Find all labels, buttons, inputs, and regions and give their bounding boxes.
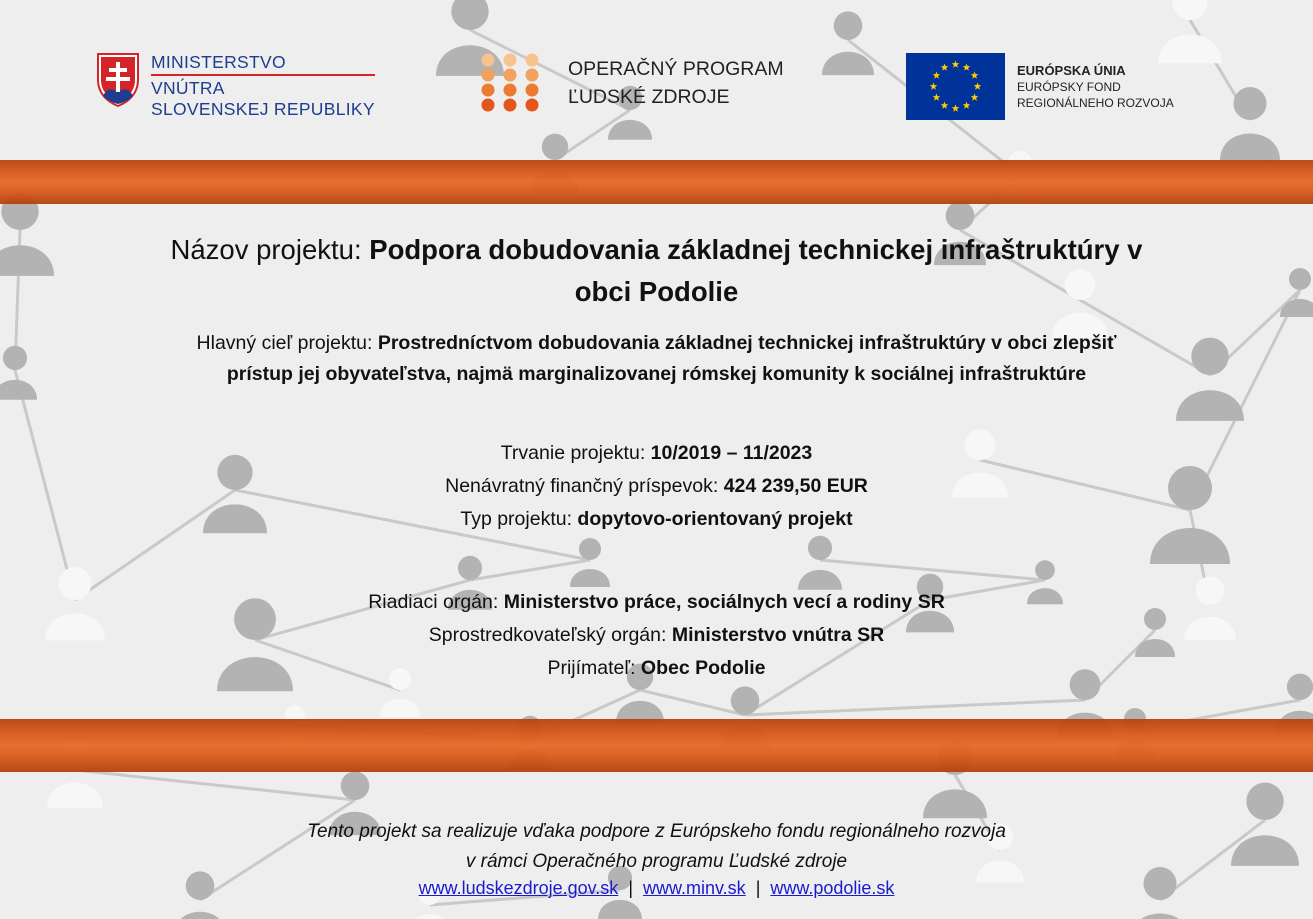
program-dot [526,54,539,67]
program-dot [504,69,517,82]
grant-label: Nenávratný finančný príspevok: [445,475,719,497]
duration-label: Trvanie projektu: [500,442,646,464]
program-dot [504,84,517,97]
duration-row [0,437,1313,470]
ministry-name-line2: VNÚTRA [151,78,225,98]
ministry-logo [96,52,375,120]
managing-value: Ministerstvo práce, sociálnych vecí a rodiny SR [503,591,945,613]
eu-logo [906,53,1174,120]
program-dot [526,84,539,97]
intermediate-row [0,619,1313,652]
recipient-value: Obec Podolie [640,657,766,679]
person-icon [822,11,874,75]
footer-line2: v rámci Operačného programu Ľudské zdroje [465,851,848,872]
project-name-line2: obci Podolie [574,276,739,307]
program-dot [526,69,539,82]
footer-note [0,817,1313,877]
person-icon [1220,87,1280,161]
program-logo [480,53,784,113]
program-dot [482,84,495,97]
network-line [470,560,590,580]
type-row [0,503,1313,536]
network-line [745,700,1085,715]
grant-row [0,470,1313,503]
project-title [0,229,1313,313]
grant-value: 424 239,50 EUR [723,475,868,497]
duration-value: 10/2019 – 11/2023 [650,442,813,464]
footer-links [0,878,1313,899]
orange-band-bottom [0,719,1313,772]
eu-title: EURÓPSKA ÚNIA [1017,62,1126,78]
ministry-name-line1: MINISTERSTVO [151,52,375,76]
intermediate-label: Sprostredkovateľský orgán: [428,624,667,646]
project-details [0,437,1313,536]
type-value: dopytovo-orientovaný projekt [577,508,853,530]
program-dot [526,99,539,112]
intermediate-value: Ministerstvo vnútra SR [671,624,885,646]
eu-flag-icon [906,53,1005,120]
eu-fund-line1: EURÓPSKY FOND [1017,79,1121,94]
goal-text-line1: Prostredníctvom dobudovania základnej technickej infraštruktúry v obci zlepšiť [377,332,1117,354]
program-name-line1: OPERAČNÝ PROGRAM [568,58,784,80]
network-line [75,770,355,800]
eu-fund-line2: REGIONÁLNEHO ROZVOJA [1017,95,1174,110]
goal-text-line2: prístup jej obyvateľstva, najmä marginalizovanej rómskej komunity k sociálnej infraštruktúre [226,363,1087,385]
program-dot [504,99,517,112]
footer-line1: Tento projekt sa realizuje vďaka podpore z Európskeho fondu regionálneho rozvoja [307,821,1006,842]
project-name-line1: Podpora dobudovania základnej technickej infraštruktúry v [369,234,1143,265]
project-goal [0,328,1313,390]
link-podolie[interactable]: www.podolie.sk [770,878,895,898]
link-minv[interactable]: www.minv.sk [643,878,746,898]
recipient-row [0,652,1313,685]
project-title-label: Názov projektu: [170,234,362,265]
orange-band-top [0,160,1313,204]
program-dot [482,99,495,112]
program-dot [504,54,517,67]
project-bodies [0,586,1313,685]
program-name-line2: ĽUDSKÉ ZDROJE [568,86,730,108]
managing-label: Riadiaci orgán: [368,591,499,613]
program-dot [482,54,495,67]
goal-label: Hlavný cieľ projektu: [196,332,373,354]
ministry-name-line3: SLOVENSKEJ REPUBLIKY [151,99,375,119]
link-ludskezdroje[interactable]: www.ludskezdroje.gov.sk [418,878,619,898]
managing-row [0,586,1313,619]
program-dot [482,69,495,82]
recipient-label: Prijímateľ: [547,657,636,679]
link-separator: | [755,878,761,898]
link-separator: | [628,878,633,898]
type-label: Typ projektu: [460,508,572,530]
slovak-coat-of-arms-icon [96,52,140,108]
people-dots-icon [480,53,542,113]
